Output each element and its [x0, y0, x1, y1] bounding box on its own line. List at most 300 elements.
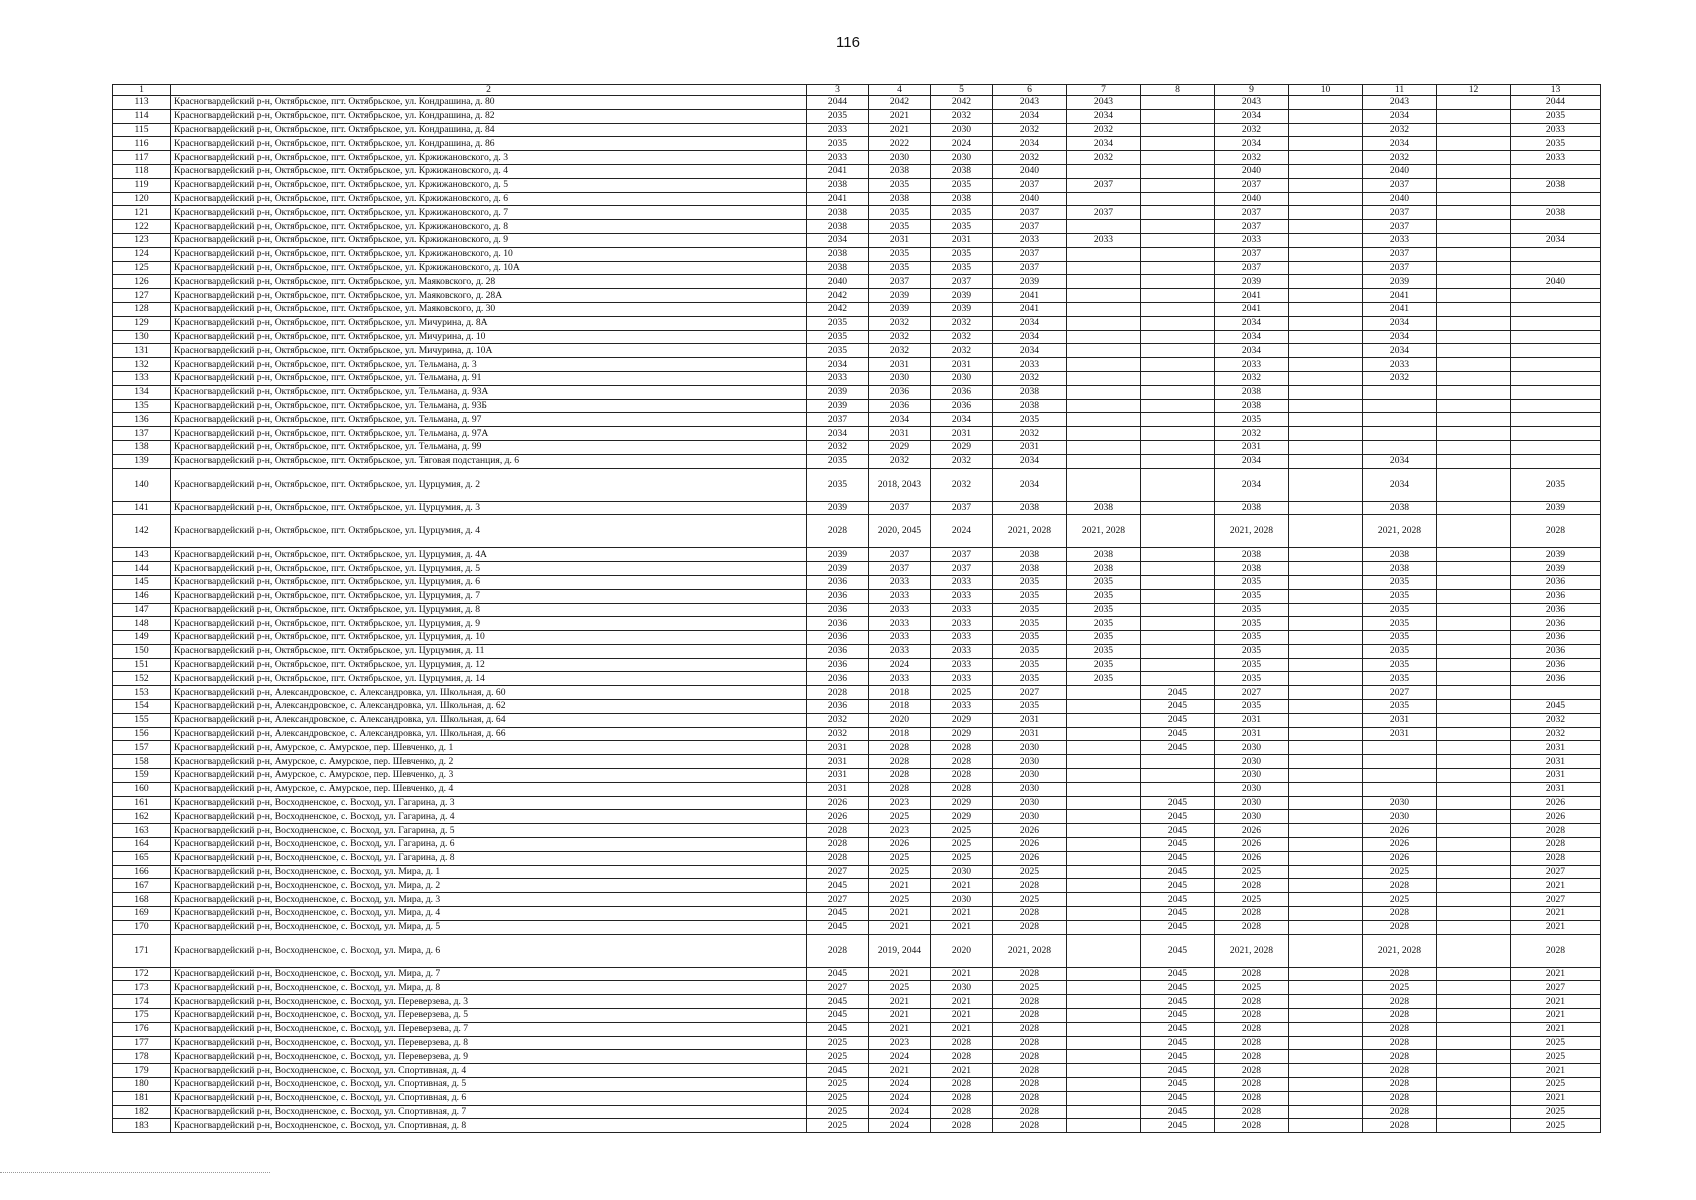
year-cell-col-10	[1289, 967, 1363, 981]
column-header: 8	[1141, 85, 1215, 96]
address-cell: Красногвардейский р-н, Восходненское, с. Восход, ул. Мира, д. 2	[171, 879, 807, 893]
year-cell-col-5: 2033	[931, 589, 993, 603]
year-cell-col-10	[1289, 934, 1363, 967]
year-cell-col-9: 2028	[1215, 967, 1289, 981]
address-cell: Красногвардейский р-н, Александровское, с. Александровка, ул. Школьная, д. 64	[171, 713, 807, 727]
row-number-cell: 136	[113, 413, 171, 427]
year-cell-col-5: 2020	[931, 934, 993, 967]
year-cell-col-12	[1437, 178, 1511, 192]
year-cell-col-4: 2025	[869, 981, 931, 995]
year-cell-col-13	[1511, 413, 1601, 427]
year-cell-col-3: 2032	[807, 440, 869, 454]
table-row	[113, 967, 1601, 981]
row-number-cell: 173	[113, 981, 171, 995]
year-cell-col-10	[1289, 275, 1363, 289]
row-number-cell: 124	[113, 247, 171, 261]
year-cell-col-7: 2021, 2028	[1067, 515, 1141, 548]
year-cell-col-13: 2028	[1511, 824, 1601, 838]
year-cell-col-4: 2035	[869, 220, 931, 234]
year-cell-col-5: 2021	[931, 907, 993, 921]
year-cell-col-4: 2037	[869, 562, 931, 576]
year-cell-col-4: 2035	[869, 178, 931, 192]
year-cell-col-10	[1289, 981, 1363, 995]
year-cell-col-3: 2031	[807, 769, 869, 783]
address-cell: Красногвардейский р-н, Восходненское, с. Восход, ул. Спортивная, д. 8	[171, 1119, 807, 1133]
year-cell-col-9: 2034	[1215, 330, 1289, 344]
year-cell-col-10	[1289, 164, 1363, 178]
year-cell-col-11: 2037	[1363, 220, 1437, 234]
year-cell-col-6: 2032	[993, 427, 1067, 441]
year-cell-col-12	[1437, 385, 1511, 399]
year-cell-col-10	[1289, 427, 1363, 441]
year-cell-col-9: 2043	[1215, 96, 1289, 110]
year-cell-col-7	[1067, 741, 1141, 755]
row-number-cell: 134	[113, 385, 171, 399]
year-cell-col-8	[1141, 137, 1215, 151]
year-cell-col-12	[1437, 164, 1511, 178]
year-cell-col-13: 2038	[1511, 206, 1601, 220]
year-cell-col-6: 2030	[993, 769, 1067, 783]
year-cell-col-9: 2028	[1215, 1064, 1289, 1078]
table-row	[113, 824, 1601, 838]
table-row	[113, 782, 1601, 796]
year-cell-col-6: 2030	[993, 741, 1067, 755]
year-cell-col-9: 2027	[1215, 686, 1289, 700]
year-cell-col-9: 2035	[1215, 617, 1289, 631]
row-number-cell: 129	[113, 316, 171, 330]
row-number-cell: 126	[113, 275, 171, 289]
table-row	[113, 427, 1601, 441]
table-row	[113, 178, 1601, 192]
year-cell-col-5: 2029	[931, 810, 993, 824]
year-cell-col-5: 2032	[931, 330, 993, 344]
year-cell-col-5: 2035	[931, 261, 993, 275]
year-cell-col-4: 2023	[869, 824, 931, 838]
year-cell-col-12	[1437, 727, 1511, 741]
address-cell: Красногвардейский р-н, Октябрьское, пгт. Октябрьское, ул. Цурцумия, д. 4	[171, 515, 807, 548]
year-cell-col-7: 2034	[1067, 137, 1141, 151]
address-cell: Красногвардейский р-н, Октябрьское, пгт. Октябрьское, ул. Цурцумия, д. 10	[171, 631, 807, 645]
year-cell-col-6: 2025	[993, 981, 1067, 995]
year-cell-col-11: 2026	[1363, 824, 1437, 838]
year-cell-col-3: 2036	[807, 700, 869, 714]
year-cell-col-7: 2035	[1067, 603, 1141, 617]
row-number-cell: 176	[113, 1022, 171, 1036]
year-cell-col-7	[1067, 427, 1141, 441]
year-cell-col-11: 2038	[1363, 562, 1437, 576]
year-cell-col-11: 2025	[1363, 893, 1437, 907]
address-cell: Красногвардейский р-н, Октябрьское, пгт. Октябрьское, ул. Тельмана, д. 99	[171, 440, 807, 454]
address-cell: Красногвардейский р-н, Октябрьское, пгт. Октябрьское, ул. Мичурина, д. 10	[171, 330, 807, 344]
year-cell-col-6: 2038	[993, 501, 1067, 515]
year-cell-col-4: 2021	[869, 1009, 931, 1023]
table-row	[113, 1078, 1601, 1092]
year-cell-col-4: 2035	[869, 206, 931, 220]
year-cell-col-12	[1437, 907, 1511, 921]
year-cell-col-8: 2045	[1141, 851, 1215, 865]
year-cell-col-6: 2026	[993, 838, 1067, 852]
year-cell-col-11: 2035	[1363, 575, 1437, 589]
year-cell-col-8	[1141, 123, 1215, 137]
table-row	[113, 289, 1601, 303]
year-cell-col-5: 2021	[931, 1064, 993, 1078]
year-cell-col-12	[1437, 427, 1511, 441]
year-cell-col-3: 2036	[807, 617, 869, 631]
address-cell: Красногвардейский р-н, Октябрьское, пгт. Октябрьское, ул. Цурцумия, д. 4А	[171, 548, 807, 562]
year-cell-col-11: 2021, 2028	[1363, 515, 1437, 548]
row-number-cell: 156	[113, 727, 171, 741]
year-cell-col-7: 2038	[1067, 501, 1141, 515]
year-cell-col-6: 2025	[993, 893, 1067, 907]
row-number-cell: 135	[113, 399, 171, 413]
year-cell-col-7	[1067, 1022, 1141, 1036]
address-cell: Красногвардейский р-н, Амурское, с. Амурское, пер. Шевченко, д. 3	[171, 769, 807, 783]
table-row	[113, 468, 1601, 501]
year-cell-col-12	[1437, 967, 1511, 981]
year-cell-col-11	[1363, 782, 1437, 796]
address-cell: Красногвардейский р-н, Октябрьское, пгт. Октябрьское, ул. Маяковского, д. 28А	[171, 289, 807, 303]
year-cell-col-3: 2045	[807, 907, 869, 921]
year-cell-col-8: 2045	[1141, 967, 1215, 981]
year-cell-col-6: 2025	[993, 865, 1067, 879]
year-cell-col-4: 2028	[869, 741, 931, 755]
year-cell-col-11: 2037	[1363, 206, 1437, 220]
address-cell: Красногвардейский р-н, Восходненское, с. Восход, ул. Переверзева, д. 9	[171, 1050, 807, 1064]
row-number-cell: 122	[113, 220, 171, 234]
year-cell-col-4: 2037	[869, 275, 931, 289]
year-cell-col-8	[1141, 454, 1215, 468]
year-cell-col-6: 2028	[993, 920, 1067, 934]
year-cell-col-7	[1067, 796, 1141, 810]
year-cell-col-3: 2034	[807, 358, 869, 372]
year-cell-col-6: 2038	[993, 548, 1067, 562]
year-cell-col-3: 2038	[807, 261, 869, 275]
year-cell-col-7	[1067, 838, 1141, 852]
year-cell-col-5: 2037	[931, 548, 993, 562]
year-cell-col-9: 2040	[1215, 164, 1289, 178]
year-cell-col-7	[1067, 261, 1141, 275]
year-cell-col-11: 2035	[1363, 658, 1437, 672]
row-number-cell: 175	[113, 1009, 171, 1023]
address-cell: Красногвардейский р-н, Восходненское, с. Восход, ул. Мира, д. 6	[171, 934, 807, 967]
table-row	[113, 1022, 1601, 1036]
year-cell-col-11: 2034	[1363, 316, 1437, 330]
year-cell-col-13	[1511, 192, 1601, 206]
table-row	[113, 358, 1601, 372]
year-cell-col-11: 2028	[1363, 1022, 1437, 1036]
year-cell-col-13	[1511, 261, 1601, 275]
table-row	[113, 934, 1601, 967]
year-cell-col-13: 2021	[1511, 967, 1601, 981]
year-cell-col-5: 2036	[931, 399, 993, 413]
year-cell-col-11	[1363, 413, 1437, 427]
year-cell-col-7	[1067, 824, 1141, 838]
column-header: 10	[1289, 85, 1363, 96]
year-cell-col-8	[1141, 220, 1215, 234]
year-cell-col-13	[1511, 371, 1601, 385]
year-cell-col-6: 2026	[993, 851, 1067, 865]
year-cell-col-9: 2035	[1215, 589, 1289, 603]
year-cell-col-6: 2028	[993, 1091, 1067, 1105]
table-row	[113, 686, 1601, 700]
year-cell-col-4: 2021	[869, 1022, 931, 1036]
year-cell-col-9: 2028	[1215, 1022, 1289, 1036]
row-number-cell: 178	[113, 1050, 171, 1064]
year-cell-col-4: 2033	[869, 589, 931, 603]
year-cell-col-10	[1289, 468, 1363, 501]
year-cell-col-5: 2037	[931, 275, 993, 289]
year-cell-col-9: 2030	[1215, 782, 1289, 796]
year-cell-col-3: 2031	[807, 755, 869, 769]
year-cell-col-13	[1511, 302, 1601, 316]
year-cell-col-3: 2036	[807, 603, 869, 617]
year-cell-col-3: 2038	[807, 247, 869, 261]
year-cell-col-8: 2045	[1141, 1064, 1215, 1078]
year-cell-col-11: 2021, 2028	[1363, 934, 1437, 967]
year-cell-col-12	[1437, 617, 1511, 631]
year-cell-col-3: 2035	[807, 316, 869, 330]
year-cell-col-7	[1067, 371, 1141, 385]
row-number-cell: 168	[113, 893, 171, 907]
year-cell-col-12	[1437, 755, 1511, 769]
address-cell: Красногвардейский р-н, Октябрьское, пгт. Октябрьское, ул. Кондрашина, д. 82	[171, 109, 807, 123]
year-cell-col-8	[1141, 562, 1215, 576]
year-cell-col-7: 2043	[1067, 96, 1141, 110]
year-cell-col-7: 2033	[1067, 233, 1141, 247]
row-number-cell: 170	[113, 920, 171, 934]
year-cell-col-11: 2030	[1363, 796, 1437, 810]
year-cell-col-4: 2035	[869, 261, 931, 275]
year-cell-col-8	[1141, 658, 1215, 672]
year-cell-col-3: 2028	[807, 934, 869, 967]
year-cell-col-10	[1289, 206, 1363, 220]
year-cell-col-6: 2028	[993, 1036, 1067, 1050]
year-cell-col-4: 2028	[869, 769, 931, 783]
year-cell-col-10	[1289, 769, 1363, 783]
year-cell-col-8: 2045	[1141, 907, 1215, 921]
year-cell-col-8	[1141, 247, 1215, 261]
year-cell-col-7: 2038	[1067, 548, 1141, 562]
year-cell-col-6: 2028	[993, 879, 1067, 893]
column-header: 2	[171, 85, 807, 96]
year-cell-col-12	[1437, 289, 1511, 303]
year-cell-col-3: 2031	[807, 741, 869, 755]
table-row	[113, 261, 1601, 275]
year-cell-col-5: 2031	[931, 233, 993, 247]
year-cell-col-6: 2037	[993, 247, 1067, 261]
year-cell-col-13	[1511, 358, 1601, 372]
year-cell-col-12	[1437, 981, 1511, 995]
year-cell-col-12	[1437, 515, 1511, 548]
year-cell-col-10	[1289, 501, 1363, 515]
year-cell-col-4: 2042	[869, 96, 931, 110]
table-row	[113, 562, 1601, 576]
year-cell-col-3: 2036	[807, 644, 869, 658]
year-cell-col-8: 2045	[1141, 686, 1215, 700]
column-header: 9	[1215, 85, 1289, 96]
year-cell-col-7	[1067, 1036, 1141, 1050]
year-cell-col-10	[1289, 302, 1363, 316]
year-cell-col-3: 2045	[807, 967, 869, 981]
year-cell-col-10	[1289, 810, 1363, 824]
row-number-cell: 172	[113, 967, 171, 981]
year-cell-col-11: 2035	[1363, 672, 1437, 686]
year-cell-col-3: 2038	[807, 220, 869, 234]
year-cell-col-13: 2040	[1511, 275, 1601, 289]
table-row	[113, 995, 1601, 1009]
year-cell-col-10	[1289, 344, 1363, 358]
year-cell-col-8	[1141, 468, 1215, 501]
year-cell-col-13: 2036	[1511, 658, 1601, 672]
year-cell-col-12	[1437, 1091, 1511, 1105]
table-row	[113, 644, 1601, 658]
row-number-cell: 127	[113, 289, 171, 303]
year-cell-col-10	[1289, 316, 1363, 330]
year-cell-col-8	[1141, 501, 1215, 515]
year-cell-col-11: 2028	[1363, 907, 1437, 921]
year-cell-col-11: 2035	[1363, 589, 1437, 603]
year-cell-col-8	[1141, 289, 1215, 303]
year-cell-col-9: 2038	[1215, 548, 1289, 562]
year-cell-col-6: 2028	[993, 1064, 1067, 1078]
year-cell-col-12	[1437, 644, 1511, 658]
address-cell: Красногвардейский р-н, Восходненское, с. Восход, ул. Гагарина, д. 4	[171, 810, 807, 824]
year-cell-col-9: 2035	[1215, 700, 1289, 714]
year-cell-col-13: 2027	[1511, 865, 1601, 879]
year-cell-col-10	[1289, 1105, 1363, 1119]
year-cell-col-3: 2039	[807, 562, 869, 576]
year-cell-col-7	[1067, 995, 1141, 1009]
column-header: 3	[807, 85, 869, 96]
year-cell-col-5: 2021	[931, 995, 993, 1009]
year-cell-col-5: 2025	[931, 851, 993, 865]
year-cell-col-3: 2034	[807, 233, 869, 247]
year-cell-col-9: 2038	[1215, 562, 1289, 576]
year-cell-col-6: 2040	[993, 192, 1067, 206]
year-cell-col-6: 2040	[993, 164, 1067, 178]
year-cell-col-7	[1067, 865, 1141, 879]
year-cell-col-4: 2018, 2043	[869, 468, 931, 501]
year-cell-col-13	[1511, 164, 1601, 178]
table-row	[113, 371, 1601, 385]
address-cell: Красногвардейский р-н, Октябрьское, пгт. Октябрьское, ул. Цурцумия, д. 14	[171, 672, 807, 686]
year-cell-col-9: 2028	[1215, 995, 1289, 1009]
year-cell-col-3: 2036	[807, 672, 869, 686]
year-cell-col-9: 2040	[1215, 192, 1289, 206]
year-cell-col-5: 2028	[931, 741, 993, 755]
year-cell-col-3: 2025	[807, 1105, 869, 1119]
year-cell-col-6: 2038	[993, 562, 1067, 576]
year-cell-col-8	[1141, 206, 1215, 220]
year-cell-col-11: 2028	[1363, 1119, 1437, 1133]
year-cell-col-13: 2028	[1511, 838, 1601, 852]
year-cell-col-8: 2045	[1141, 865, 1215, 879]
year-cell-col-5: 2029	[931, 796, 993, 810]
year-cell-col-11: 2037	[1363, 178, 1437, 192]
row-number-cell: 137	[113, 427, 171, 441]
table-row	[113, 302, 1601, 316]
year-cell-col-10	[1289, 261, 1363, 275]
year-cell-col-10	[1289, 1022, 1363, 1036]
address-cell: Красногвардейский р-н, Октябрьское, пгт. Октябрьское, ул. Кондрашина, д. 84	[171, 123, 807, 137]
year-cell-col-12	[1437, 137, 1511, 151]
year-cell-col-7	[1067, 755, 1141, 769]
table-row	[113, 603, 1601, 617]
year-cell-col-10	[1289, 96, 1363, 110]
year-cell-col-6: 2038	[993, 399, 1067, 413]
year-cell-col-3: 2036	[807, 631, 869, 645]
address-cell: Красногвардейский р-н, Октябрьское, пгт. Октябрьское, ул. Цурцумия, д. 8	[171, 603, 807, 617]
table-row	[113, 330, 1601, 344]
year-cell-col-4: 2021	[869, 995, 931, 1009]
year-cell-col-13: 2021	[1511, 907, 1601, 921]
year-cell-col-4: 2024	[869, 1050, 931, 1064]
year-cell-col-8	[1141, 358, 1215, 372]
row-number-cell: 138	[113, 440, 171, 454]
year-cell-col-10	[1289, 233, 1363, 247]
year-cell-col-10	[1289, 1078, 1363, 1092]
year-cell-col-6: 2039	[993, 275, 1067, 289]
row-number-cell: 118	[113, 164, 171, 178]
year-cell-col-10	[1289, 893, 1363, 907]
row-number-cell: 169	[113, 907, 171, 921]
year-cell-col-11: 2041	[1363, 289, 1437, 303]
year-cell-col-3: 2039	[807, 548, 869, 562]
year-cell-col-13: 2025	[1511, 1050, 1601, 1064]
year-cell-col-3: 2028	[807, 851, 869, 865]
year-cell-col-8	[1141, 755, 1215, 769]
year-cell-col-8: 2045	[1141, 1050, 1215, 1064]
row-number-cell: 133	[113, 371, 171, 385]
year-cell-col-8: 2045	[1141, 824, 1215, 838]
year-cell-col-9: 2038	[1215, 501, 1289, 515]
year-cell-col-11: 2028	[1363, 1091, 1437, 1105]
year-cell-col-5: 2035	[931, 247, 993, 261]
year-cell-col-10	[1289, 151, 1363, 165]
year-cell-col-7	[1067, 302, 1141, 316]
year-cell-col-8	[1141, 151, 1215, 165]
address-cell: Красногвардейский р-н, Октябрьское, пгт. Октябрьское, ул. Цурцумия, д. 9	[171, 617, 807, 631]
year-cell-col-12	[1437, 358, 1511, 372]
year-cell-col-10	[1289, 796, 1363, 810]
year-cell-col-8	[1141, 603, 1215, 617]
year-cell-col-4: 2033	[869, 617, 931, 631]
year-cell-col-5: 2030	[931, 123, 993, 137]
year-cell-col-13	[1511, 440, 1601, 454]
year-cell-col-5: 2024	[931, 137, 993, 151]
year-cell-col-7	[1067, 192, 1141, 206]
year-cell-col-4: 2033	[869, 631, 931, 645]
year-cell-col-8	[1141, 631, 1215, 645]
address-cell: Красногвардейский р-н, Октябрьское, пгт. Октябрьское, ул. Кржижановского, д. 3	[171, 151, 807, 165]
row-number-cell: 123	[113, 233, 171, 247]
row-number-cell: 130	[113, 330, 171, 344]
year-cell-col-7: 2037	[1067, 178, 1141, 192]
year-cell-col-11	[1363, 440, 1437, 454]
table-row	[113, 1036, 1601, 1050]
column-header: 7	[1067, 85, 1141, 96]
row-number-cell: 141	[113, 501, 171, 515]
table-row	[113, 1091, 1601, 1105]
year-cell-col-11	[1363, 399, 1437, 413]
address-cell: Красногвардейский р-н, Октябрьское, пгт. Октябрьское, ул. Цурцумия, д. 7	[171, 589, 807, 603]
year-cell-col-11: 2025	[1363, 981, 1437, 995]
year-cell-col-9: 2025	[1215, 893, 1289, 907]
year-cell-col-11: 2034	[1363, 468, 1437, 501]
year-cell-col-9: 2034	[1215, 344, 1289, 358]
row-number-cell: 180	[113, 1078, 171, 1092]
year-cell-col-10	[1289, 575, 1363, 589]
